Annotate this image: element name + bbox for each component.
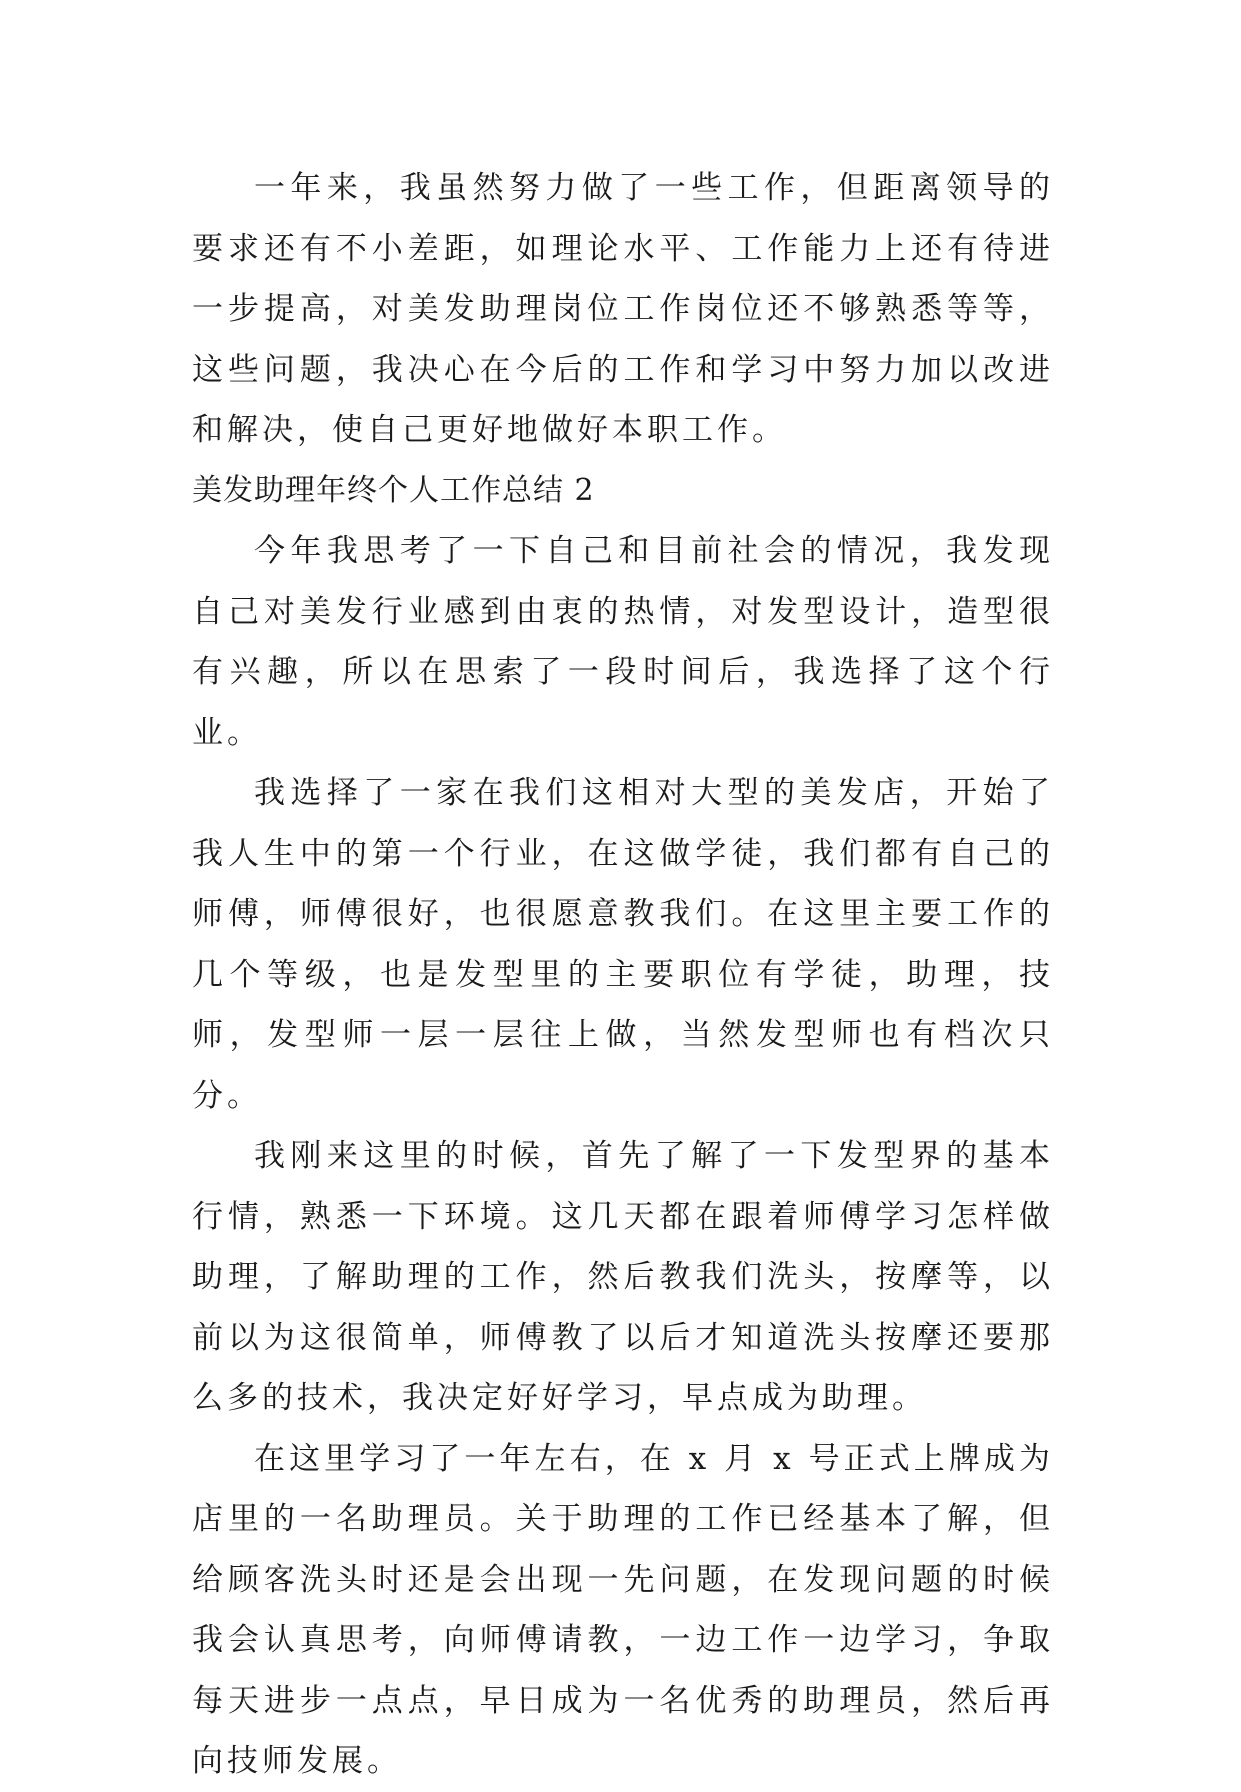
- body-paragraph: 在这里学习了一年左右，在 x 月 x 号正式上牌成为店里的一名助理员。关于助理的工作已经基本了解，但给顾客洗头时还是会出现一先问题，在发现问题的时候我会认真思考，向师傅请教，一边工作一边学习，争取每天进步一点点，早日成为一名优秀的助理员，然后再向技师发展。: [192, 1440, 1054, 1779]
- intro-paragraph: 一年来，我虽然努力做了一些工作，但距离领导的要求还有不小差距，如理论水平、工作能力上还有待进一步提高，对美发助理岗位工作岗位还不够熟悉等等，这些问题，我决心在今后的工作和学习中努力加以改进和解决，使自己更好地做好本职工作。: [192, 170, 1054, 448]
- section-heading: 美发助理年终个人工作总结 2: [192, 472, 595, 508]
- body-paragraph: 我刚来这里的时候，首先了解了一下发型界的基本行情，熟悉一下环境。这几天都在跟着师傅学习怎样做助理，了解助理的工作，然后教我们洗头，按摩等，以前以为这很简单，师傅教了以后才知道洗头按摩还要那么多的技术，我决定好好学习，早点成为助理。: [192, 1138, 1054, 1416]
- body-paragraph: 今年我思考了一下自己和目前社会的情况，我发现自己对美发行业感到由衷的热情，对发型设计，造型很有兴趣，所以在思索了一段时间后，我选择了这个行业。: [192, 533, 1054, 751]
- body-paragraph: 我选择了一家在我们这相对大型的美发店，开始了我人生中的第一个行业，在这做学徒，我们都有自己的师傅，师傅很好，也很愿意教我们。在这里主要工作的几个等级，也是发型里的主要职位有学徒，助理，技师，发型师一层一层往上做，当然发型师也有档次只分。: [192, 775, 1054, 1114]
- document-body: [192, 158, 1054, 1792]
